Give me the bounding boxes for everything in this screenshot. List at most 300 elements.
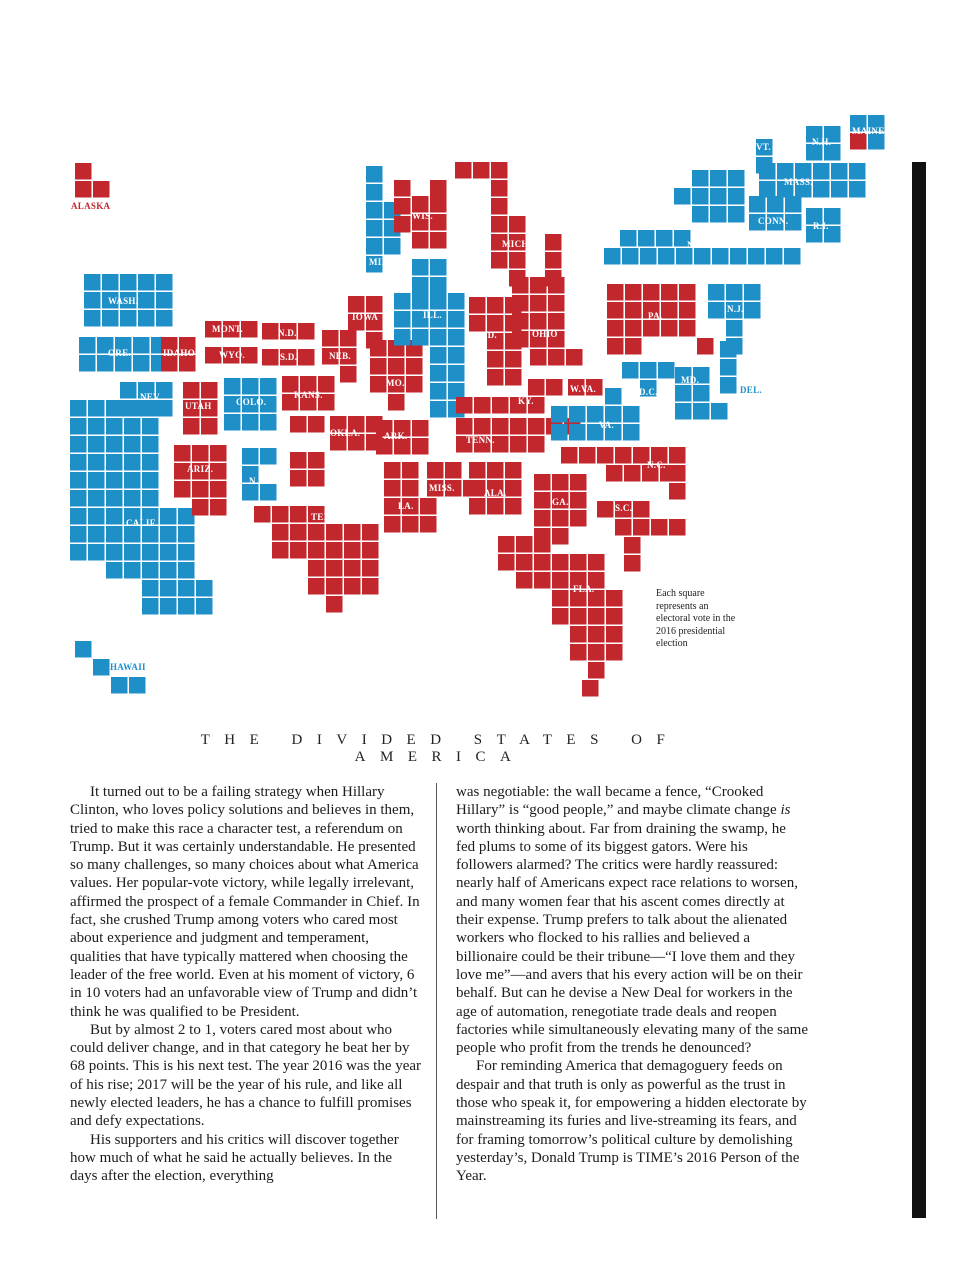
electoral-square-ariz: [210, 445, 227, 462]
state-label-utah: UTAH: [185, 401, 212, 411]
state-label-texas: TEXAS: [311, 512, 343, 522]
electoral-square-va: [569, 406, 586, 423]
electoral-square-utah: [183, 382, 200, 399]
electoral-square-ohio: [530, 295, 547, 312]
electoral-square-texas: [272, 506, 289, 523]
electoral-square-ind: [505, 369, 522, 386]
electoral-square-wash: [138, 274, 155, 291]
electoral-square-ill: [412, 277, 429, 294]
electoral-square-wash: [138, 292, 155, 309]
state-label-nh: N.H.: [812, 137, 832, 147]
state-label-iowa: IOWA: [352, 312, 379, 322]
electoral-square-pa: [625, 284, 642, 301]
electoral-square-wash: [138, 310, 155, 327]
electoral-square-calif: [88, 400, 105, 417]
state-label-ind: IND.: [477, 330, 497, 340]
state-label-ky: KY.: [518, 396, 534, 406]
electoral-square-pa: [607, 320, 624, 337]
electoral-square-fla: [516, 536, 533, 553]
electoral-square-ky: [546, 379, 563, 396]
electoral-square-dc: [658, 362, 675, 379]
electoral-square-calif: [70, 418, 87, 435]
electoral-square-ill: [430, 277, 447, 294]
state-label-nc: N.C.: [647, 460, 666, 470]
electoral-square-ga: [534, 474, 551, 491]
electoral-square-calif: [160, 598, 177, 615]
electoral-square-texas: [254, 506, 271, 523]
electoral-square-nev: [120, 400, 137, 417]
article-column-right: [456, 783, 808, 1186]
electoral-square-okla: [308, 416, 325, 433]
electoral-square-mich: [491, 216, 508, 233]
electoral-square-pa: [679, 320, 696, 337]
electoral-square-ny: [604, 248, 621, 265]
electoral-square-texas: [290, 452, 307, 469]
electoral-square-ohio: [548, 295, 565, 312]
electoral-square-nd: [262, 323, 279, 340]
state-label-miss: MISS.: [429, 483, 455, 493]
electoral-square-ark: [412, 420, 429, 437]
electoral-square-ny: [638, 230, 655, 247]
electoral-square-ariz: [210, 499, 227, 516]
electoral-square-texas: [326, 560, 343, 577]
electoral-square-mo: [406, 376, 423, 393]
electoral-square-ny: [784, 248, 801, 265]
electoral-square-fla: [570, 554, 587, 571]
article-column-left: [70, 783, 422, 1186]
electoral-square-mass: [759, 181, 776, 198]
electoral-square-va: [569, 424, 586, 441]
column-divider: [436, 783, 437, 1219]
electoral-square-fla: [534, 554, 551, 571]
electoral-square-calif: [106, 508, 123, 525]
state-label-nj: N.J.: [727, 304, 744, 314]
electoral-square-calif: [70, 454, 87, 471]
electoral-square-mo: [370, 358, 387, 375]
paragraph-text: was negotiable: the wall became a fence, “Crooked Hillary” is “good people,” and maybe climate change: [456, 784, 781, 819]
electoral-square-texas: [362, 542, 379, 559]
electoral-square-fla: [606, 608, 623, 625]
electoral-square-ny: [728, 170, 745, 187]
electoral-square-ga: [570, 492, 587, 509]
electoral-square-calif: [160, 544, 177, 561]
electoral-square-nc: [669, 465, 686, 482]
electoral-square-pa: [643, 320, 660, 337]
electoral-square-ill: [448, 329, 465, 346]
state-label-vt: VT.: [756, 142, 771, 152]
electoral-square-la: [384, 462, 401, 479]
electoral-square-fla: [588, 662, 605, 679]
paragraph: It turned out to be a failing strategy when Hillary Clinton, who loves policy solutions and believes in them, tried to make this race a character test, a referendum on Trump. But it was certainly understandable. He presented so many challenges, so many choices about what America values. Her popular-vote victory, while legally irrelevant, affirmed the prospect of a female Commander in Chief. In fact, she crushed Trump among voters who cared most about experience and judgment and temperament, qualities that have typically mattered when choosing the leader of the free world. Even at his moment of victory, 6 in 10 voters had an unfavorable view of Trump and didn’t think he was qualified to be President.: [70, 784, 420, 1020]
electoral-square-ind: [505, 351, 522, 368]
electoral-square-ny: [676, 248, 693, 265]
electoral-square-fla: [552, 590, 569, 607]
electoral-square-nm: [260, 448, 277, 465]
electoral-square-calif: [70, 490, 87, 507]
electoral-square-nj: [708, 284, 725, 301]
electoral-square-calif: [88, 526, 105, 543]
electoral-square-ind: [487, 351, 504, 368]
state-label-wva: W.VA.: [570, 384, 597, 394]
electoral-square-calif: [160, 526, 177, 543]
electoral-square-sc: [669, 519, 686, 536]
electoral-square-sc: [615, 519, 632, 536]
map-title: THE DIVIDED STATES OF AMERICA: [200, 732, 680, 765]
electoral-square-colo: [242, 378, 259, 395]
electoral-square-mich: [491, 198, 508, 215]
state-label-del: DEL.: [740, 385, 762, 395]
electoral-square-nev: [138, 400, 155, 417]
electoral-square-calif: [88, 418, 105, 435]
electoral-square-iowa: [366, 296, 383, 313]
electoral-square-ind: [487, 297, 504, 314]
electoral-square-ill: [412, 259, 429, 276]
state-label-wyo: WYO.: [219, 350, 245, 360]
electoral-square-calif: [178, 562, 195, 579]
electoral-square-fla: [516, 572, 533, 589]
electoral-square-ga: [552, 510, 569, 527]
electoral-square-pa: [661, 302, 678, 319]
paragraph: [456, 783, 808, 1057]
state-label-ark: ARK.: [384, 431, 408, 441]
electoral-square-mich: [509, 252, 526, 269]
electoral-square-mass: [813, 163, 830, 180]
state-label-nm: N.M.: [249, 476, 270, 486]
electoral-square-ariz: [174, 445, 191, 462]
electoral-square-calif: [142, 544, 159, 561]
electoral-square-nc: [579, 447, 596, 464]
electoral-square-fla: [516, 554, 533, 571]
electoral-square-nev: [120, 382, 137, 399]
electoral-square-calif: [124, 418, 141, 435]
electoral-square-sc: [624, 537, 641, 554]
state-label-mont: MONT.: [212, 324, 244, 334]
electoral-square-calif: [178, 580, 195, 597]
electoral-square-ariz: [192, 481, 209, 498]
electoral-square-nev: [156, 400, 173, 417]
electoral-square-pa: [661, 320, 678, 337]
electoral-square-fla: [552, 608, 569, 625]
electoral-square-va: [623, 406, 640, 423]
electoral-square-ny: [620, 230, 637, 247]
electoral-square-calif: [196, 580, 213, 597]
electoral-square-nev: [142, 418, 159, 435]
electoral-square-ariz: [210, 481, 227, 498]
electoral-square-ala: [469, 498, 486, 515]
electoral-square-ill: [412, 293, 429, 310]
electoral-square-nm: [260, 484, 277, 501]
electoral-square-ohio: [530, 349, 547, 366]
electoral-square-fla: [534, 536, 551, 553]
electoral-square-pa: [607, 284, 624, 301]
electoral-square-colo: [242, 414, 259, 431]
electoral-square-texas: [344, 560, 361, 577]
state-label-pa: PA.: [648, 311, 663, 321]
state-label-calif: CALIF.: [126, 518, 158, 528]
electoral-square-mich: [491, 252, 508, 269]
electoral-square-md: [711, 403, 728, 420]
electoral-square-ala: [505, 462, 522, 479]
electoral-square-wash: [156, 310, 173, 327]
electoral-square-md: [693, 385, 710, 402]
paragraph-text: worth thinking about. Far from draining the swamp, he fed plums to some of its biggest gators. Were his followers alarmed? The critics were hardly reassured: nearly half of Americans expect race relations to worsen, and many women fear that his ascent comes directly at their expense. Trump prefers to talk about the alienated workers who flocked to his rallies and believed a billionaire could be their tribune—“I love them and they love me”—and avers that his every action will be on their behalf. But can he devise a New Deal for workers in the age of automation, renegotiate trade deals and reopen factories while simultaneously elevating many of the same people who profit from the trends he denounced?: [456, 820, 808, 1057]
electoral-square-calif: [178, 526, 195, 543]
electoral-square-ohio: [512, 313, 529, 330]
electoral-square-ill: [430, 365, 447, 382]
electoral-square-wash: [84, 274, 101, 291]
electoral-square-hawaii: [111, 677, 128, 694]
electoral-square-vt: [756, 157, 773, 174]
electoral-square-mich: [509, 216, 526, 233]
electoral-square-pa: [679, 302, 696, 319]
electoral-square-ga: [552, 528, 569, 545]
electoral-square-calif: [106, 454, 123, 471]
electoral-square-ill: [430, 293, 447, 310]
electoral-square-conn: [767, 196, 784, 213]
electoral-square-calif: [142, 598, 159, 615]
electoral-square-ill: [412, 329, 429, 346]
electoral-square-fla: [552, 572, 569, 589]
electoral-square-ny: [710, 188, 727, 205]
electoral-square-neb: [322, 330, 339, 347]
state-label-ny: N.Y.: [687, 240, 705, 250]
electoral-square-mich: [473, 162, 490, 179]
electoral-square-calif: [88, 472, 105, 489]
electoral-square-texas: [326, 542, 343, 559]
electoral-square-nm: [242, 484, 259, 501]
electoral-square-ill: [430, 329, 447, 346]
electoral-square-mont: [241, 321, 258, 338]
electoral-square-utah: [201, 418, 218, 435]
electoral-square-calif: [178, 598, 195, 615]
electoral-square-fla: [588, 608, 605, 625]
state-label-colo: COLO.: [236, 397, 267, 407]
electoral-square-neb: [340, 330, 357, 347]
electoral-square-ala: [505, 498, 522, 515]
electoral-square-ala: [469, 462, 486, 479]
electoral-square-md: [693, 403, 710, 420]
electoral-square-texas: [308, 578, 325, 595]
electoral-square-ny: [692, 206, 709, 223]
state-label-conn: CONN.: [758, 216, 789, 226]
electoral-square-calif: [70, 472, 87, 489]
electoral-square-ky: [474, 397, 491, 414]
page-edge-bar: [912, 162, 926, 1218]
state-label-mich: MICH.: [502, 239, 532, 249]
electoral-square-sc: [633, 519, 650, 536]
electoral-square-ga: [534, 510, 551, 527]
electoral-square-miss: [445, 462, 462, 479]
state-label-fla: FLA.: [573, 584, 595, 594]
paragraph: But by almost 2 to 1, voters cared most about who could deliver change, and in that category he beat her by 68 points. This is his next test. The year 2016 was the year of his rise; 2017 will be the year of his rule, and like all newly elected leaders, he has a chance to fulfill promises and defy expectations.: [70, 1021, 422, 1130]
electoral-square-minn: [366, 202, 383, 219]
electoral-square-ala: [487, 498, 504, 515]
electoral-square-pa: [643, 284, 660, 301]
electoral-square-ill: [394, 311, 411, 328]
electoral-square-mass: [849, 163, 866, 180]
electoral-square-ohio: [548, 349, 565, 366]
electoral-square-colo: [260, 414, 277, 431]
electoral-square-ga: [498, 536, 515, 553]
electoral-square-calif: [106, 526, 123, 543]
electoral-square-alaska: [75, 163, 92, 180]
electoral-square-la: [420, 516, 437, 533]
state-label-ariz: ARIZ.: [187, 464, 214, 474]
electoral-square-fla: [570, 644, 587, 661]
electoral-square-nj: [726, 320, 743, 337]
electoral-square-ohio: [548, 313, 565, 330]
paragraph: For reminding America that demagoguery feeds on despair and that truth is only as powerful as the trust in those who speak it, for empowering a hidden electorate by mainstreaming its furies and live-streaming its fears, and for framing tomorrow’s political culture by demolishing yesterday’s, Donald Trump is TIME’s 2016 Person of the Year.: [456, 1058, 807, 1185]
electoral-square-pa: [625, 302, 642, 319]
electoral-square-sd: [262, 349, 279, 366]
electoral-square-wis: [430, 180, 447, 197]
electoral-square-pa: [661, 284, 678, 301]
electoral-square-ny: [728, 188, 745, 205]
electoral-square-nj: [744, 302, 761, 319]
electoral-square-ny: [712, 248, 729, 265]
electoral-square-texas: [308, 542, 325, 559]
electoral-square-ill: [448, 311, 465, 328]
electoral-square-md: [675, 385, 692, 402]
electoral-square-mo: [406, 358, 423, 375]
electoral-square-wis: [394, 198, 411, 215]
electoral-square-wash: [102, 274, 119, 291]
electoral-square-texas: [344, 542, 361, 559]
electoral-square-calif: [196, 598, 213, 615]
electoral-square-ill: [430, 347, 447, 364]
electoral-square-ny: [766, 248, 783, 265]
state-label-wis: WIS.: [412, 211, 433, 221]
map-legend-note: Each square represents an electoral vote in the 2016 presidential election: [656, 588, 736, 649]
electoral-square-neb: [340, 366, 357, 383]
electoral-square-texas: [326, 596, 343, 613]
electoral-square-mich: [455, 162, 472, 179]
electoral-square-conn: [749, 196, 766, 213]
electoral-square-miss: [427, 462, 444, 479]
electoral-square-wash: [156, 274, 173, 291]
electoral-square-del: [720, 377, 737, 394]
electoral-square-minn: [366, 184, 383, 201]
electoral-square-calif: [70, 508, 87, 525]
electoral-square-ariz: [192, 445, 209, 462]
state-label-maine: MAINE: [852, 126, 885, 136]
state-label-dc: D.C.: [639, 387, 658, 397]
electoral-square-wash: [120, 274, 137, 291]
electoral-square-nc: [624, 465, 641, 482]
electoral-square-wis: [394, 216, 411, 233]
state-label-ohio: OHIO: [532, 329, 558, 339]
electoral-square-mich: [545, 252, 562, 269]
electoral-square-mich: [491, 180, 508, 197]
electoral-square-fla: [570, 608, 587, 625]
electoral-square-ny: [728, 206, 745, 223]
electoral-square-ny: [692, 170, 709, 187]
electoral-square-sc: [624, 555, 641, 572]
electoral-square-ala: [505, 480, 522, 497]
electoral-square-mass: [831, 163, 848, 180]
state-label-mo: MO.: [386, 378, 405, 388]
electoral-square-iowa: [348, 296, 365, 313]
electoral-square-tenn: [510, 418, 527, 435]
electoral-square-ga: [498, 554, 515, 571]
electoral-square-ny: [748, 248, 765, 265]
electoral-square-calif: [70, 526, 87, 543]
electoral-square-calif: [124, 526, 141, 543]
state-label-okla: OKLA.: [330, 428, 361, 438]
electoral-square-sc: [633, 501, 650, 518]
electoral-square-pa: [607, 338, 624, 355]
electoral-square-mo: [370, 340, 387, 357]
electoral-square-ill: [430, 401, 447, 418]
electoral-square-wis: [412, 232, 429, 249]
electoral-square-ohio: [530, 277, 547, 294]
electoral-square-texas: [290, 542, 307, 559]
electoral-square-ny: [622, 248, 639, 265]
electoral-square-nc: [669, 447, 686, 464]
electoral-square-mass: [813, 181, 830, 198]
electoral-square-calif: [106, 472, 123, 489]
electoral-square-ala: [487, 462, 504, 479]
electoral-square-calif: [142, 526, 159, 543]
electoral-square-calif: [106, 436, 123, 453]
electoral-square-ill: [430, 383, 447, 400]
state-label-neb: NEB.: [329, 351, 351, 361]
electoral-square-calif: [160, 508, 177, 525]
electoral-square-pa: [607, 302, 624, 319]
electoral-square-sd: [298, 349, 315, 366]
electoral-square-wash: [102, 310, 119, 327]
electoral-square-ill: [394, 329, 411, 346]
emphasis-text: is: [780, 802, 791, 819]
state-label-tenn: TENN.: [466, 435, 495, 445]
electoral-square-va: [605, 388, 622, 405]
electoral-square-tenn: [510, 436, 527, 453]
electoral-square-calif: [142, 490, 159, 507]
electoral-square-fla: [606, 590, 623, 607]
electoral-square-la: [384, 480, 401, 497]
electoral-square-ky: [528, 379, 545, 396]
electoral-square-ohio: [548, 277, 565, 294]
state-label-md: MD.: [681, 375, 700, 385]
electoral-square-calif: [88, 544, 105, 561]
electoral-square-calif: [160, 562, 177, 579]
paragraph: His supporters and his critics will discover together how much of what he said he actually believes. In the days after the election, everything: [70, 1131, 399, 1185]
electoral-square-tenn: [492, 418, 509, 435]
electoral-square-calif: [124, 436, 141, 453]
electoral-square-texas: [344, 578, 361, 595]
electoral-square-calif: [88, 436, 105, 453]
electoral-square-conn: [785, 196, 802, 213]
electoral-square-sc: [597, 501, 614, 518]
electoral-square-ny: [640, 248, 657, 265]
electoral-square-fla: [588, 626, 605, 643]
electoral-square-ky: [492, 397, 509, 414]
electoral-square-va: [623, 424, 640, 441]
electoral-square-hawaii: [129, 677, 146, 694]
electoral-square-la: [402, 480, 419, 497]
electoral-square-nc: [615, 447, 632, 464]
electoral-square-pa: [625, 338, 642, 355]
state-label-la: LA.: [398, 501, 414, 511]
electoral-square-la: [384, 516, 401, 533]
electoral-square-okla: [290, 416, 307, 433]
electoral-square-ohio: [566, 349, 583, 366]
electoral-square-calif: [106, 418, 123, 435]
state-label-sd: S.D.: [280, 352, 298, 362]
electoral-square-calif: [70, 544, 87, 561]
electoral-square-tenn: [474, 418, 491, 435]
electoral-square-ga: [534, 492, 551, 509]
